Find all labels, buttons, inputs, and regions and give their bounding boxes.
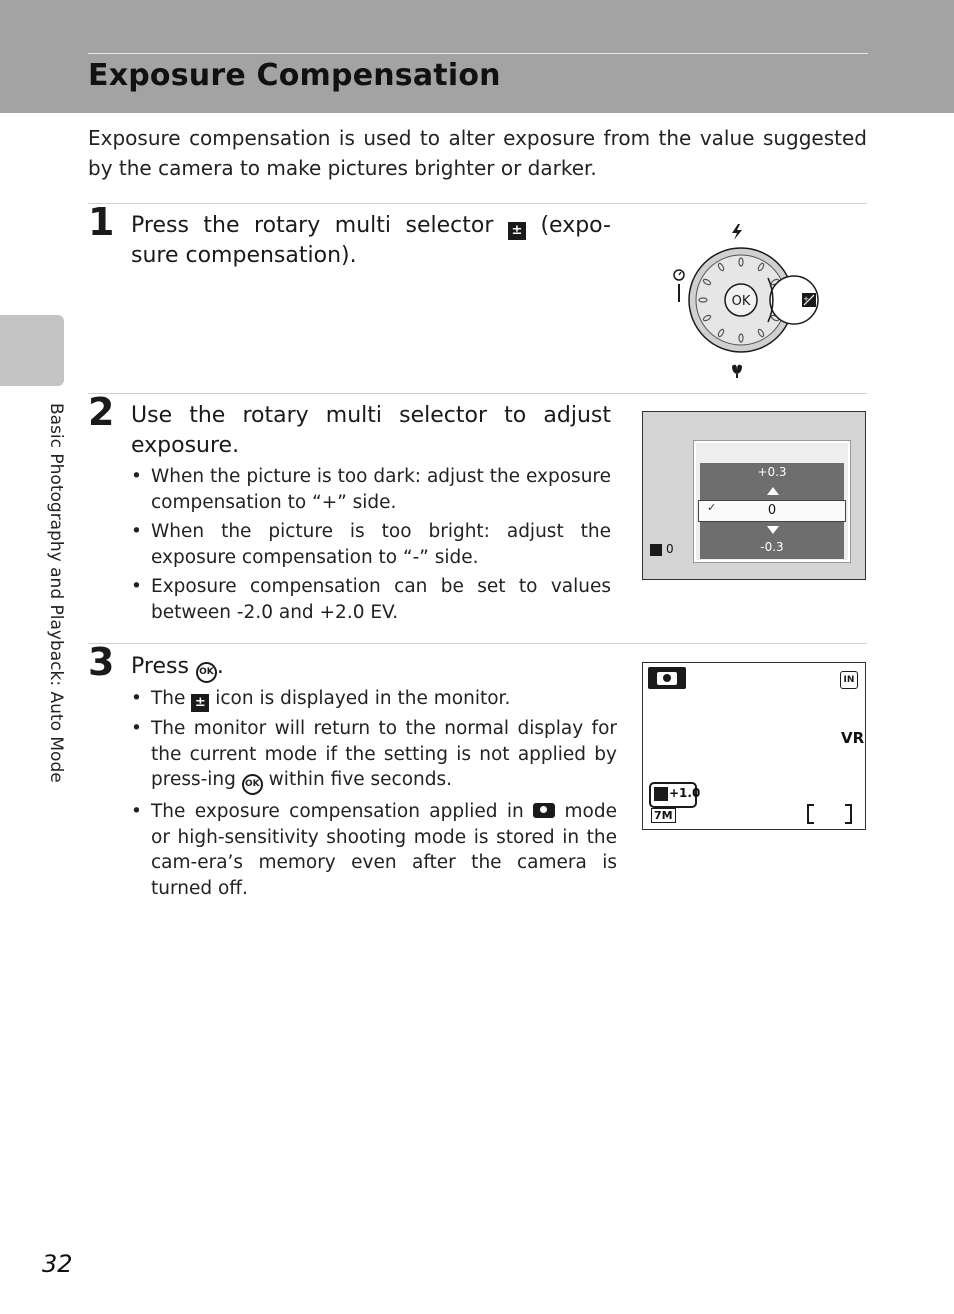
selected-value-row: ✓ 0	[698, 500, 846, 522]
vibration-reduction-icon: VR	[841, 729, 865, 747]
camera-mode-icon	[648, 667, 686, 689]
step-3-number: 3	[88, 640, 115, 684]
svg-text:+: +	[803, 295, 809, 303]
internal-memory-icon: IN	[840, 671, 858, 689]
exposure-compensation-indicator: +1.0	[649, 782, 697, 808]
exposure-compensation-icon	[802, 293, 816, 307]
focus-bracket-right	[845, 804, 852, 824]
image-mode-icon: 7M	[651, 808, 676, 823]
up-arrow-icon	[767, 487, 779, 495]
list-item: • When the picture is too dark: adjust the exposure compensation to “+” side.	[131, 466, 611, 513]
exposure-indicator-value: 0	[666, 542, 674, 556]
exposure-menu-screen	[642, 411, 866, 580]
monitor-display-screen	[642, 662, 866, 830]
list-item: • The monitor will return to the normal display for the current mode if the setting is not applied by press-ing OK within five seconds.	[131, 716, 617, 795]
ok-button-icon: OK	[242, 774, 263, 795]
ok-button-label: OK	[731, 294, 751, 309]
ok-button-icon: OK	[196, 662, 217, 683]
exposure-compensation-icon	[650, 544, 662, 556]
rotary-multi-selector-figure	[668, 218, 828, 383]
step-2-number: 2	[88, 390, 115, 434]
exposure-compensation-icon: ±	[191, 694, 209, 712]
list-item: • When the picture is too bright: adjust the exposure compensation to “-” side.	[131, 521, 611, 568]
section-label: Basic Photography and Playback: Auto Mode	[46, 403, 66, 783]
step-1-title-part-b: (expo-sure compensation).	[131, 213, 611, 268]
macro-icon	[732, 365, 742, 378]
divider	[88, 643, 867, 644]
lower-value: -0.3	[760, 540, 784, 554]
upper-value: +0.3	[757, 465, 787, 479]
exposure-compensation-icon	[654, 787, 668, 801]
section-tab	[0, 315, 64, 386]
list-item: • The ± icon is displayed in the monitor.	[131, 688, 511, 710]
step-1-title	[131, 211, 611, 271]
list-item: • The exposure compensation applied in mode or high-sensitivity shooting mode is stored in the cam-era’s memory even after the camera is turned off.	[131, 801, 617, 899]
down-arrow-icon	[767, 526, 779, 534]
list-item: • Exposure compensation can be set to values between -2.0 and +2.0 EV.	[131, 576, 611, 623]
self-timer-icon	[674, 270, 684, 302]
camera-icon	[533, 803, 555, 818]
page-number: 32	[42, 1250, 73, 1278]
header-band	[0, 0, 954, 113]
page-title: Exposure Compensation	[88, 58, 501, 93]
selection-marker-icon: ✓	[707, 501, 717, 514]
step-1-title-part-a: Press the rotary multi selector	[131, 213, 494, 238]
exposure-compensation-icon: ±	[508, 222, 526, 240]
focus-bracket-left	[807, 804, 814, 824]
divider	[88, 393, 867, 394]
flash-icon	[732, 224, 742, 240]
header-rule	[88, 53, 868, 54]
step-3-title: Press OK .	[131, 652, 611, 683]
step-3-bullets	[131, 686, 617, 905]
step-1-number: 1	[88, 200, 115, 244]
intro-paragraph: Exposure compensation is used to alter exposure from the value suggested by the camera to make pictures brighter or darker.	[88, 126, 867, 180]
step-2-title: Use the rotary multi selector to adjust exposure.	[131, 403, 611, 458]
step-2-bullets	[131, 464, 611, 629]
divider	[88, 203, 867, 204]
